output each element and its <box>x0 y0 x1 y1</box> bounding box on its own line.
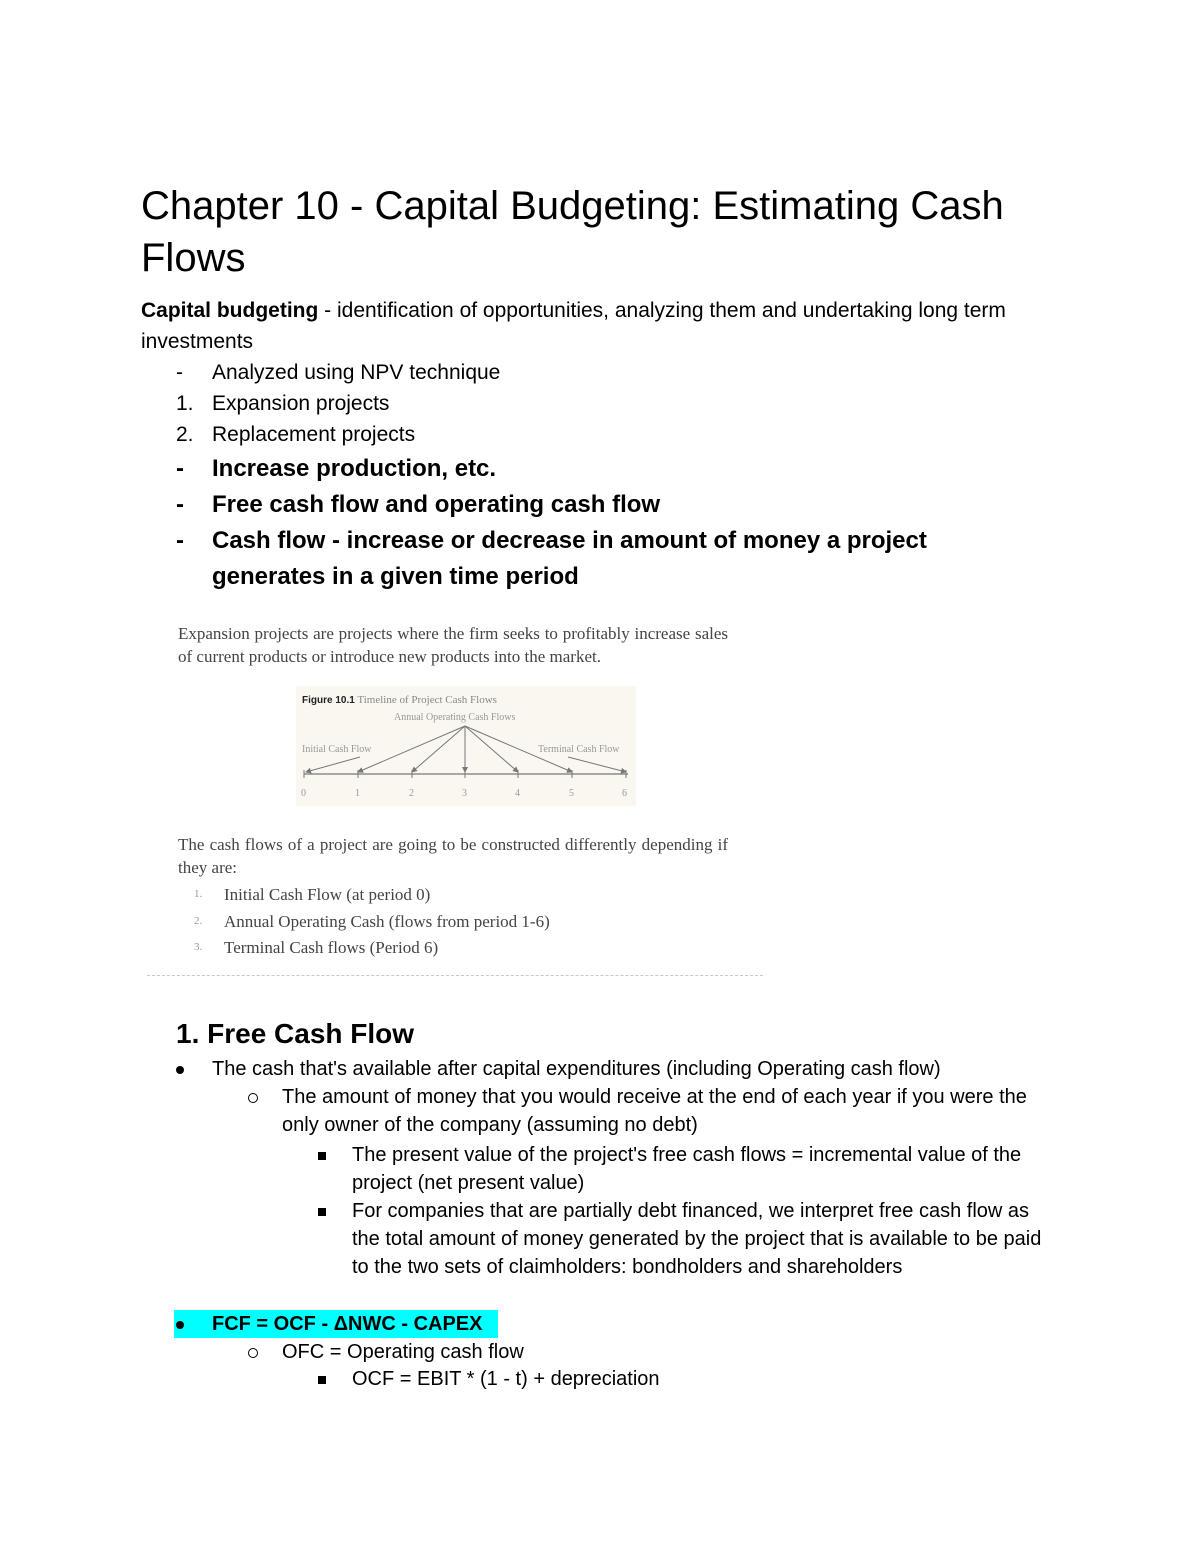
list-marker: 2. <box>176 423 194 446</box>
bullet-text: The present value of the project's free cash flows = incremental value of the project (net present value) <box>352 1144 1022 1194</box>
cash-flow-timeline-figure <box>296 686 636 806</box>
list-text: Analyzed using NPV technique <box>212 361 501 384</box>
definition-term: Capital budgeting <box>141 299 319 322</box>
bullet-text: OCF = EBIT * (1 - t) + depreciation <box>352 1368 660 1390</box>
bullet-square-icon <box>318 1141 326 1169</box>
list-text: Cash flow - increase or decrease in amount of money a project generates in a given time period <box>212 527 927 590</box>
terminal-arrow <box>568 757 626 772</box>
textbook-excerpt-image <box>176 620 732 965</box>
bullet-square-icon <box>318 1197 326 1225</box>
tick-label: 2 <box>409 788 414 799</box>
bullet-dot-icon <box>176 1310 184 1338</box>
definition-text: - identification of opportunities, analyzing them and undertaking long term investments <box>141 299 1006 353</box>
scan-list-text: Annual Operating Cash (flows from period 1-6) <box>224 912 550 931</box>
initial-arrow <box>306 757 360 772</box>
fcf-formula-item <box>176 1310 483 1338</box>
bullet-text: For companies that are partially debt financed, we interpret free cash flow as the total amount of money generated by the project that is available to be paid to the two sets of claimholders: bondholders and shareholders <box>352 1200 1042 1278</box>
bullet-circle-icon <box>248 1083 258 1111</box>
bullet-text: The amount of money that you would receive at the end of each year if you were the only owner of the company (assuming no debt) <box>282 1086 1027 1136</box>
tick-label: 3 <box>462 788 467 799</box>
list-marker: - <box>176 455 184 482</box>
list-marker: - <box>176 491 184 518</box>
list-text: Expansion projects <box>212 392 390 415</box>
list-marker: - <box>176 527 184 554</box>
list-text: Increase production, etc. <box>212 455 497 482</box>
bullet-square-icon <box>318 1365 326 1393</box>
tick-label: 0 <box>301 788 306 799</box>
section-divider <box>147 975 763 976</box>
list-marker: 1. <box>176 392 194 415</box>
scan-list-text: Terminal Cash flows (Period 6) <box>224 938 439 957</box>
tick-label: 6 <box>622 788 627 799</box>
bullet-circle-icon <box>248 1338 258 1366</box>
annual-arrows <box>358 726 572 772</box>
list-text: Replacement projects <box>212 423 416 446</box>
list-text: Free cash flow and operating cash flow <box>212 491 661 518</box>
bullet-text: OFC = Operating cash flow <box>282 1341 524 1363</box>
cash-flows-paragraph: The cash flows of a project are going to be constructed differently depending if they are: <box>178 835 728 877</box>
tick-label: 5 <box>569 788 574 799</box>
figure-label: Figure 10.1 <box>302 695 355 706</box>
annual-cash-flows-label: Annual Operating Cash Flows <box>394 712 516 723</box>
terminal-cash-flow-label: Terminal Cash Flow <box>538 744 620 755</box>
section-heading: 1. Free Cash Flow <box>176 1018 415 1049</box>
figure-caption-text: Timeline of Project Cash Flows <box>357 694 497 706</box>
list-marker: - <box>176 361 183 384</box>
scan-list-text: Initial Cash Flow (at period 0) <box>224 885 431 904</box>
scan-list-number: 2. <box>194 915 203 927</box>
capital-budgeting-definition <box>141 295 1071 357</box>
bullet-text: The cash that's available after capital expenditures (including Operating cash flow) <box>212 1058 941 1080</box>
scan-list-number: 3. <box>194 941 203 953</box>
tick-label: 1 <box>355 788 360 799</box>
bullet-dot-icon <box>176 1055 184 1083</box>
initial-cash-flow-label: Initial Cash Flow <box>302 744 372 755</box>
document-title: Chapter 10 - Capital Budgeting: Estimating Cash Flows <box>141 184 1004 280</box>
fcf-formula: FCF = OCF - ΔNWC - CAPEX <box>212 1313 483 1335</box>
expansion-projects-paragraph: Expansion projects are projects where the firm seeks to profitably increase sales of current products or introduce new products into the market. <box>178 624 728 666</box>
scan-list-number: 1. <box>194 888 203 900</box>
tick-label: 4 <box>515 788 520 799</box>
